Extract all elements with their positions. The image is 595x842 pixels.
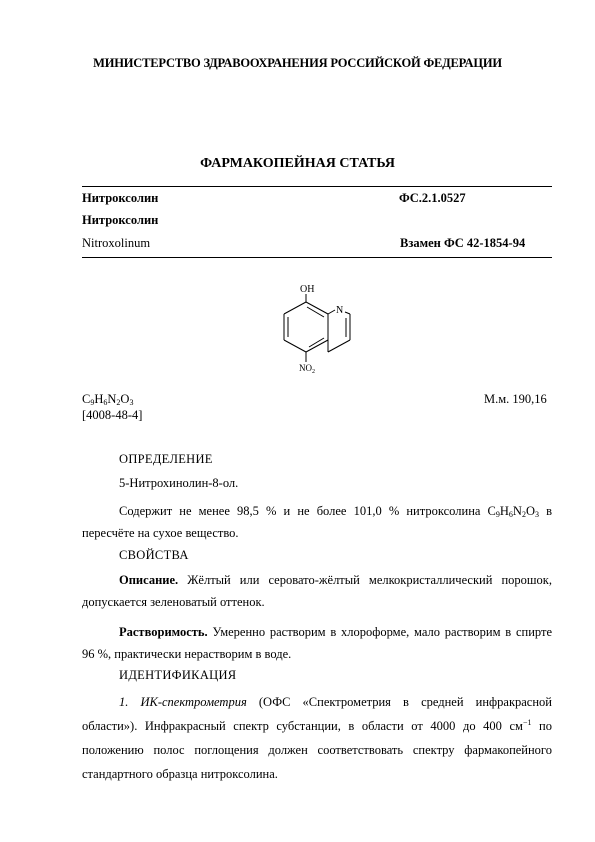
content-text-post: в пересчёте на сухое вещество. xyxy=(82,504,553,540)
content-text-pre: Содержит не менее 98,5 % и не более 101,0 % нитроксолина C xyxy=(119,504,496,518)
double-bond xyxy=(307,307,324,317)
solubility-label: Растворимость. xyxy=(119,625,208,639)
section-identification: ИДЕНТИФИКАЦИЯ xyxy=(119,668,237,682)
ir-text-1: (ОФС «Спектрометрия в средней инфракрасной области»). Инфракрасный спектр субстанции, в области от 4000 до 400 см xyxy=(82,695,552,733)
replaces-note: Взамен ФС 42-1854-94 xyxy=(400,236,526,250)
name-ru-2: Нитроксолин xyxy=(82,213,159,227)
content-n: N xyxy=(512,504,522,518)
no2-subscript: 2 xyxy=(312,369,315,375)
solubility-paragraph xyxy=(82,621,552,665)
formula-c: C xyxy=(82,392,91,406)
double-bond xyxy=(309,338,324,347)
description-paragraph xyxy=(82,569,552,613)
ministry-heading: МИНИСТЕРСТВО ЗДРАВООХРАНЕНИЯ РОССИЙСКОЙ ФЕДЕРАЦИИ xyxy=(93,56,502,70)
n-label: N xyxy=(336,305,344,316)
formula-c-sub: 9 xyxy=(90,398,95,407)
formula-h-sub: 6 xyxy=(103,398,108,407)
bond-n xyxy=(328,310,335,314)
article-code: ФС.2.1.0527 xyxy=(399,191,466,205)
article-title: ФАРМАКОПЕЙНАЯ СТАТЬЯ xyxy=(200,156,395,171)
name-ru-1: Нитроксолин xyxy=(82,191,159,205)
section-definition: ОПРЕДЕЛЕНИЕ xyxy=(119,452,213,466)
content-o: O xyxy=(525,504,535,518)
solubility-text: Умеренно растворим в хлороформе, мало растворим в спирте 96 %, практически нерастворим в воде. xyxy=(82,625,552,661)
cas-number: [4008-48-4] xyxy=(82,408,143,422)
formula-o: O xyxy=(120,392,130,406)
formula-h: H xyxy=(94,392,104,406)
ir-label: 1. ИК-спектрометрия xyxy=(119,695,247,709)
name-latin: Nitroxolinum xyxy=(82,236,151,250)
molecular-weight: М.м. 190,16 xyxy=(484,392,547,406)
chemical-name: 5-Нитрохинолин-8-ол. xyxy=(119,476,239,490)
no2-label xyxy=(299,363,315,375)
bond xyxy=(284,302,306,314)
content-sub-c: 9 xyxy=(495,510,500,519)
oh-label: OH xyxy=(300,284,315,295)
formula-n: N xyxy=(107,392,117,406)
content-sub-o: 3 xyxy=(534,510,539,519)
molecular-formula xyxy=(82,391,133,407)
description-text: Жёлтый или серовато-жёлтый мелкокристаллический порошок, допускается зеленоватый оттенок. xyxy=(82,573,552,609)
description-label: Описание. xyxy=(119,573,179,587)
content-paragraph xyxy=(82,500,552,544)
bond-n xyxy=(345,312,350,314)
content-sub-n: 2 xyxy=(521,510,526,519)
ir-text-2: по положению полос поглощения должен соответствовать спектру фармакопейного стандартного образца нитроксолина. xyxy=(82,719,552,781)
content-sub-h: 6 xyxy=(508,510,513,519)
section-properties: СВОЙСТВА xyxy=(119,548,189,562)
ir-paragraph xyxy=(82,690,552,786)
ir-superscript: −1 xyxy=(522,718,532,727)
no2-text: NO xyxy=(299,363,312,373)
formula-n-sub: 2 xyxy=(116,398,121,407)
bond xyxy=(284,340,306,352)
formula-o-sub: 3 xyxy=(129,398,134,407)
bond xyxy=(328,340,350,352)
content-h: H xyxy=(499,504,509,518)
structural-formula xyxy=(0,0,595,400)
